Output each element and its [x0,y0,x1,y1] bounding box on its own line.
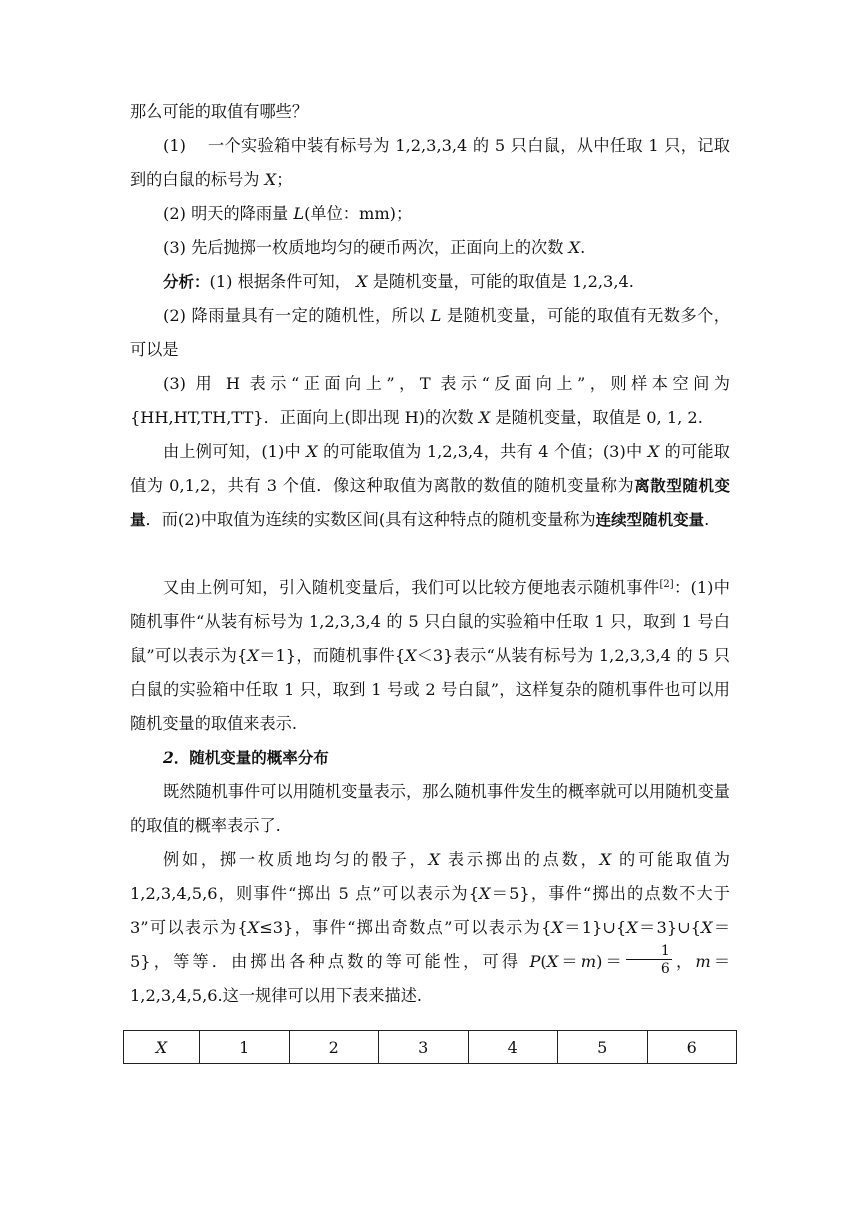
body-text: ＜3}表示“从装有标号为 1,2,3,3,4 的 5 只白鼠的实验箱中任取 1 只，取到 1 号或 2 号白鼠”，这样复杂的随机事件也可以用随机变量的取值来表示. [130,646,730,733]
body-text: ＝3}∪{ [637,918,701,937]
math-var: X [626,918,638,937]
term-continuous: 连续型随机变量 [595,511,705,529]
analysis-text: 是随机变量，可能的取值有无数多个，可以是 [130,306,730,359]
math-var: X [428,850,440,869]
math-symbol: )＝ [596,952,625,971]
table-cell: 3 [379,1031,469,1064]
item-text: (单位：mm)； [304,204,413,223]
paragraph-random-events [130,571,730,741]
math-var: X [568,238,581,257]
table-cell: 5 [558,1031,648,1064]
math-var: X [247,646,259,665]
body-text: ， [672,952,696,971]
table-cell: 1 [200,1031,290,1064]
text-gap [186,136,208,155]
math-var: X [599,850,612,869]
math-var: X [155,1037,168,1057]
table-row [124,1031,737,1064]
math-var: X [247,918,260,937]
item-text: ； [276,170,293,189]
analysis-text: (2) 降雨量具有一定的随机性，所以 [163,306,431,325]
math-var: X [551,918,563,937]
math-symbol: ( [540,952,547,971]
math-var: X [647,442,660,461]
example-item-1 [130,129,730,197]
item-text: . [580,238,586,257]
body-text: ．而(2)中取值为连续的实数区间(具有这种特点的随机变量称为 [145,510,596,529]
body-text: ＝5}，事件“掷出的点数不大于 3”可以表示为{ [130,884,730,937]
math-var: P [529,952,541,971]
body-text: ＝5}，等等．由掷出各种点数的等可能性，可得 [130,918,731,971]
item-text: 一个实验箱中装有标号为 1,2,3,3,4 的 5 只白鼠，从中任取 1 只，记取到的白鼠的标号为 [130,136,730,189]
body-text: ＝1,2,3,4,5,6.这一规律可以用下表来描述. [130,952,731,1005]
body-text: 由上例可知，(1)中 [163,442,307,461]
analysis-1 [130,265,730,299]
section-number: 2 [163,748,174,767]
item-number: (1) [163,136,186,155]
table-cell: 2 [289,1031,379,1064]
math-var: X [700,918,713,937]
footnote-ref: [2] [659,579,674,590]
analysis-text: 是随机变量，可能的取值是 1,2,3,4. [367,272,634,291]
body-text: . [704,510,710,529]
math-var: X [356,272,368,291]
fraction-numerator: 1 [626,944,672,960]
table-cell: 4 [468,1031,558,1064]
body-text: 例如，掷一枚质地均匀的骰子， [163,850,429,869]
body-text: ＝1}，而随机事件{ [258,646,406,665]
intro-question-text: 那么可能的取值有哪些？ [130,102,309,121]
table-cell: 6 [647,1031,737,1064]
table-header-cell [124,1031,200,1064]
paragraph-dice-example [130,843,730,1013]
distribution-table [123,1030,737,1064]
math-var: X [405,646,417,665]
analysis-text: (1) 根据条件可知， [209,272,357,291]
math-var: X [306,442,318,461]
analysis-text: (3) 用 H 表示“正面向上”，T 表示“反面向上”，则样本空间为 {HH,HT,TH,TT}．正面向上(即出现 H)的次数 [130,374,730,427]
fraction-one-sixth [626,944,672,976]
example-item-2 [130,197,730,231]
item-text: (2) 明天的降雨量 [163,204,294,223]
term-discrete: 离散型随机变量 [130,477,730,529]
body-text: 既然随机事件可以用随机变量表示，那么随机事件发生的概率就可以用随机变量的取值的概率表示了. [130,782,730,835]
body-text: ＝1}∪{ [562,918,627,937]
section-title: ．随机变量的概率分布 [173,749,329,767]
analysis-text: 是随机变量，取值是 0, 1, 2. [490,408,703,427]
item-text: (3) 先后抛掷一枚质地均匀的硬币两次，正面向上的次数 [163,238,569,257]
math-var: X [264,170,277,189]
paragraph-variable-types [130,435,730,537]
body-text: ≤3}，事件“掷出奇数点”可以表示为{ [259,918,552,937]
body-text: ：(1)中随机事件“从装有标号为 1,2,3,3,4 的 5 只白鼠的实验箱中任取 1 只，取到 1 号白鼠”可以表示为{ [130,578,730,665]
math-var: m [580,952,597,971]
math-symbol: ＝ [558,952,581,971]
body-text: 表示掷出的点数， [439,850,600,869]
body-text: 又由上例可知，引入随机变量后，我们可以比较方便地表示随机事件 [163,578,660,597]
analysis-2 [130,299,730,367]
paragraph-probability [130,775,730,843]
analysis-label: 分析： [163,273,210,291]
example-item-3 [130,231,730,265]
body-text: 的可能取值为 1,2,3,4,5,6，则事件“掷出 5 点”可以表示为{ [130,850,730,903]
analysis-3 [130,367,730,435]
math-var: m [695,952,711,971]
intro-question [130,95,730,129]
math-var: X [478,408,491,427]
fraction-denominator: 6 [660,960,670,977]
math-var: L [293,204,305,223]
math-var: X [546,952,559,971]
math-var: X [479,884,491,903]
math-var: L [430,306,442,325]
body-text: 的可能取值为 0,1,2，共有 3 个值．像这种取值为离散的数值的随机变量称为 [130,442,730,495]
body-text: 的可能取值为 1,2,3,4，共有 4 个值；(3)中 [317,442,648,461]
section-heading [130,741,730,775]
